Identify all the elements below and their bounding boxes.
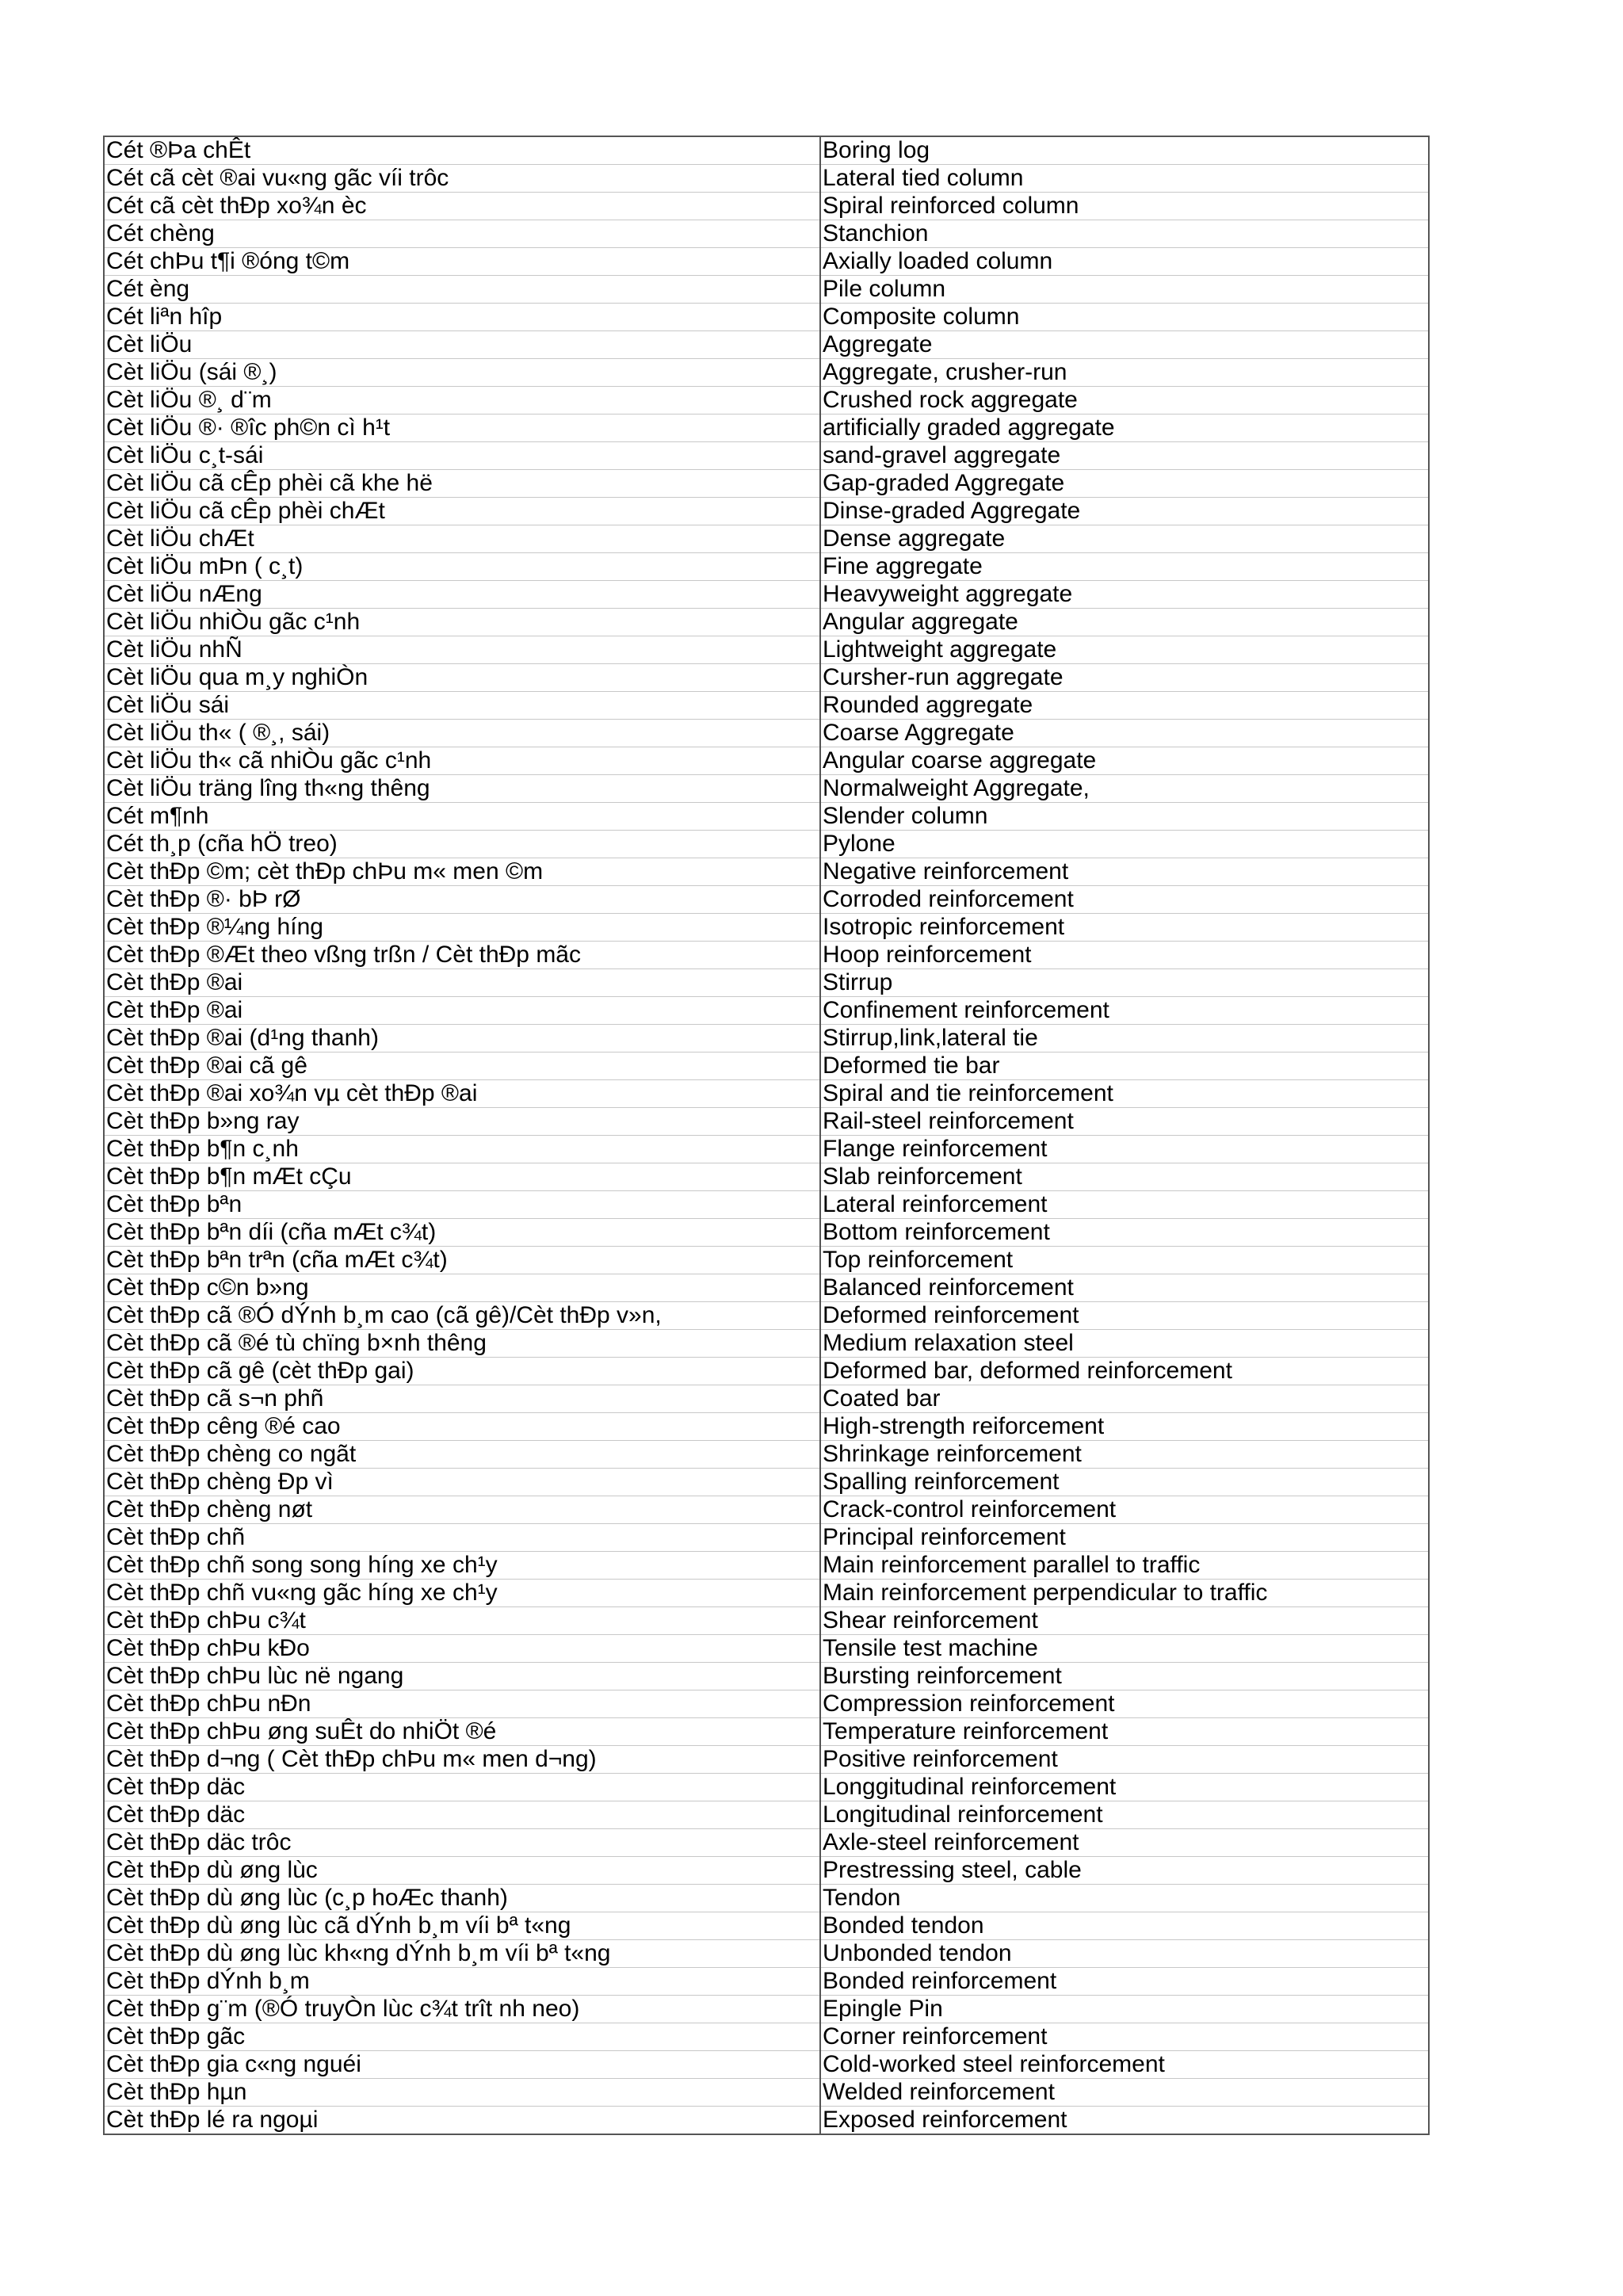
english-term-cell: Cold-worked steel reinforcement [820, 2051, 1429, 2079]
english-term-cell: Principal reinforcement [820, 1524, 1429, 1552]
vietnamese-term-cell: Cèt liÖu [104, 331, 820, 359]
english-term-cell: Axle-steel reinforcement [820, 1829, 1429, 1857]
vietnamese-term-cell: Cèt liÖu qua m¸y nghiÒn [104, 664, 820, 692]
table-row [104, 1996, 1429, 2023]
table-row [104, 1441, 1429, 1469]
vietnamese-term-cell: Cèt thÐp däc [104, 1801, 820, 1829]
table-row [104, 2079, 1429, 2107]
vietnamese-term-cell: Cét liªn hîp [104, 304, 820, 331]
english-term-cell: Bottom reinforcement [820, 1219, 1429, 1247]
vietnamese-term-cell: Cèt thÐp chèng nøt [104, 1496, 820, 1524]
table-row [104, 858, 1429, 886]
table-row [104, 331, 1429, 359]
table-row [104, 609, 1429, 636]
english-term-cell: Positive reinforcement [820, 1746, 1429, 1774]
table-row [104, 220, 1429, 248]
table-row [104, 664, 1429, 692]
english-term-cell: Lateral tied column [820, 165, 1429, 193]
vietnamese-term-cell: Cèt liÖu cã cÊp phèi cã khe hë [104, 470, 820, 498]
table-row [104, 1358, 1429, 1385]
table-row [104, 1163, 1429, 1191]
vietnamese-term-cell: Cèt thÐp chñ [104, 1524, 820, 1552]
english-term-cell: Aggregate, crusher-run [820, 359, 1429, 387]
english-term-cell: Axially loaded column [820, 248, 1429, 276]
glossary-sheet [103, 136, 1428, 2135]
vietnamese-term-cell: Cèt thÐp ®ai (d¹ng thanh) [104, 1025, 820, 1052]
table-row [104, 886, 1429, 914]
table-row [104, 2051, 1429, 2079]
table-row [104, 1607, 1429, 1635]
vietnamese-term-cell: Cèt thÐp b»ng ray [104, 1108, 820, 1136]
table-row [104, 1857, 1429, 1885]
vietnamese-term-cell: Cèt thÐp gãc [104, 2023, 820, 2051]
english-term-cell: Gap-graded Aggregate [820, 470, 1429, 498]
english-term-cell: Prestressing steel, cable [820, 1857, 1429, 1885]
english-term-cell: Hoop reinforcement [820, 942, 1429, 969]
table-row [104, 831, 1429, 858]
vietnamese-term-cell: Cèt thÐp gia c«ng nguéi [104, 2051, 820, 2079]
english-term-cell: Bursting reinforcement [820, 1663, 1429, 1690]
vietnamese-term-cell: Cèt thÐp ®· bÞ rØ [104, 886, 820, 914]
vietnamese-term-cell: Cèt thÐp dù øng lùc cã dÝnh b¸m víi bª t«ng [104, 1912, 820, 1940]
vietnamese-term-cell: Cèt thÐp d¬ng ( Cèt thÐp chÞu m« men d¬ng) [104, 1746, 820, 1774]
table-row [104, 1385, 1429, 1413]
vietnamese-term-cell: Cét th¸p (cña hÖ treo) [104, 831, 820, 858]
english-term-cell: Stanchion [820, 220, 1429, 248]
table-row [104, 1052, 1429, 1080]
vietnamese-term-cell: Cèt liÖu nhiÒu gãc c¹nh [104, 609, 820, 636]
english-term-cell: Lateral reinforcement [820, 1191, 1429, 1219]
english-term-cell: Deformed bar, deformed reinforcement [820, 1358, 1429, 1385]
vietnamese-term-cell: Cèt thÐp ®¼ng híng [104, 914, 820, 942]
vietnamese-term-cell: Cèt thÐp chñ vu«ng gãc híng xe ch¹y [104, 1580, 820, 1607]
vietnamese-term-cell: Cèt thÐp chñ song song híng xe ch¹y [104, 1552, 820, 1580]
vietnamese-term-cell: Cèt thÐp b¶n mÆt cÇu [104, 1163, 820, 1191]
vietnamese-term-cell: Cèt thÐp chÞu nÐn [104, 1690, 820, 1718]
table-row [104, 1912, 1429, 1940]
english-term-cell: Bonded reinforcement [820, 1968, 1429, 1996]
vietnamese-term-cell: Cèt thÐp bªn díi (cña mÆt c¾t) [104, 1219, 820, 1247]
vietnamese-term-cell: Cèt thÐp chÞu c¾t [104, 1607, 820, 1635]
table-row [104, 359, 1429, 387]
table-row [104, 1801, 1429, 1829]
table-row [104, 692, 1429, 720]
table-row [104, 914, 1429, 942]
table-row [104, 942, 1429, 969]
english-term-cell: Negative reinforcement [820, 858, 1429, 886]
table-row [104, 581, 1429, 609]
vietnamese-term-cell: Cét ®Þa chÊt [104, 136, 820, 165]
glossary-table [103, 136, 1430, 2135]
english-term-cell: Deformed reinforcement [820, 1302, 1429, 1330]
english-term-cell: Dinse-graded Aggregate [820, 498, 1429, 525]
table-row [104, 1635, 1429, 1663]
vietnamese-term-cell: Cèt liÖu th« cã nhiÒu gãc c¹nh [104, 747, 820, 775]
vietnamese-term-cell: Cèt thÐp bªn trªn (cña mÆt c¾t) [104, 1247, 820, 1274]
vietnamese-term-cell: Cèt thÐp cã s¬n phñ [104, 1385, 820, 1413]
vietnamese-term-cell: Cèt thÐp bªn [104, 1191, 820, 1219]
table-row [104, 1524, 1429, 1552]
table-row [104, 1080, 1429, 1108]
english-term-cell: Composite column [820, 304, 1429, 331]
vietnamese-term-cell: Cèt thÐp b¶n c¸nh [104, 1136, 820, 1163]
vietnamese-term-cell: Cèt liÖu ®¸ d¨m [104, 387, 820, 415]
english-term-cell: Shear reinforcement [820, 1607, 1429, 1635]
english-term-cell: Slab reinforcement [820, 1163, 1429, 1191]
english-term-cell: Fine aggregate [820, 553, 1429, 581]
table-row [104, 1829, 1429, 1857]
vietnamese-term-cell: Cèt thÐp cêng ®é cao [104, 1413, 820, 1441]
english-term-cell: Corroded reinforcement [820, 886, 1429, 914]
vietnamese-term-cell: Cèt thÐp cã gê (cèt thÐp gai) [104, 1358, 820, 1385]
english-term-cell: Confinement reinforcement [820, 997, 1429, 1025]
table-row [104, 525, 1429, 553]
english-term-cell: Temperature reinforcement [820, 1718, 1429, 1746]
english-term-cell: Tendon [820, 1885, 1429, 1912]
vietnamese-term-cell: Cèt thÐp dù øng lùc kh«ng dÝnh b¸m víi bª t«ng [104, 1940, 820, 1968]
english-term-cell: Boring log [820, 136, 1429, 165]
table-row [104, 1690, 1429, 1718]
english-term-cell: Pylone [820, 831, 1429, 858]
english-term-cell: Unbonded tendon [820, 1940, 1429, 1968]
table-row [104, 1940, 1429, 1968]
vietnamese-term-cell: Cèt liÖu nhÑ [104, 636, 820, 664]
table-row [104, 248, 1429, 276]
english-term-cell: Rounded aggregate [820, 692, 1429, 720]
english-term-cell: Corner reinforcement [820, 2023, 1429, 2051]
vietnamese-term-cell: Cèt liÖu sái [104, 692, 820, 720]
english-term-cell: Normalweight Aggregate, [820, 775, 1429, 803]
english-term-cell: Crushed rock aggregate [820, 387, 1429, 415]
english-term-cell: Crack-control reinforcement [820, 1496, 1429, 1524]
vietnamese-term-cell: Cèt liÖu träng lîng th«ng thêng [104, 775, 820, 803]
vietnamese-term-cell: Cèt liÖu mÞn ( c¸t) [104, 553, 820, 581]
vietnamese-term-cell: Cèt thÐp hµn [104, 2079, 820, 2107]
english-term-cell: Main reinforcement parallel to traffic [820, 1552, 1429, 1580]
table-row [104, 1718, 1429, 1746]
english-term-cell: Top reinforcement [820, 1247, 1429, 1274]
english-term-cell: Shrinkage reinforcement [820, 1441, 1429, 1469]
table-row [104, 1219, 1429, 1247]
english-term-cell: Dense aggregate [820, 525, 1429, 553]
english-term-cell: Longitudinal reinforcement [820, 1801, 1429, 1829]
english-term-cell: High-strength reiforcement [820, 1413, 1429, 1441]
table-row [104, 1469, 1429, 1496]
english-term-cell: Spalling reinforcement [820, 1469, 1429, 1496]
vietnamese-term-cell: Cèt thÐp ®ai [104, 969, 820, 997]
vietnamese-term-cell: Cèt liÖu cã cÊp phèi chÆt [104, 498, 820, 525]
english-term-cell: Epingle Pin [820, 1996, 1429, 2023]
english-term-cell: Angular aggregate [820, 609, 1429, 636]
table-row [104, 1663, 1429, 1690]
table-row [104, 803, 1429, 831]
english-term-cell: Bonded tendon [820, 1912, 1429, 1940]
table-row [104, 1274, 1429, 1302]
english-term-cell: Lightweight aggregate [820, 636, 1429, 664]
english-term-cell: Coated bar [820, 1385, 1429, 1413]
english-term-cell: Angular coarse aggregate [820, 747, 1429, 775]
table-row [104, 775, 1429, 803]
table-row [104, 1496, 1429, 1524]
english-term-cell: Slender column [820, 803, 1429, 831]
vietnamese-term-cell: Cét chÞu t¶i ®óng t©m [104, 248, 820, 276]
english-term-cell: Tensile test machine [820, 1635, 1429, 1663]
vietnamese-term-cell: Cèt thÐp c©n b»ng [104, 1274, 820, 1302]
english-term-cell: Balanced reinforcement [820, 1274, 1429, 1302]
vietnamese-term-cell: Cèt thÐp däc [104, 1774, 820, 1801]
vietnamese-term-cell: Cèt thÐp chÞu kÐo [104, 1635, 820, 1663]
vietnamese-term-cell: Cèt liÖu nÆng [104, 581, 820, 609]
english-term-cell: Rail-steel reinforcement [820, 1108, 1429, 1136]
vietnamese-term-cell: Cèt thÐp däc trôc [104, 1829, 820, 1857]
table-row [104, 720, 1429, 747]
english-term-cell: Longgitudinal reinforcement [820, 1774, 1429, 1801]
vietnamese-term-cell: Cèt thÐp dù øng lùc (c¸p hoÆc thanh) [104, 1885, 820, 1912]
english-term-cell: Isotropic reinforcement [820, 914, 1429, 942]
table-row [104, 2023, 1429, 2051]
table-row [104, 1552, 1429, 1580]
table-row [104, 2107, 1429, 2135]
table-row [104, 969, 1429, 997]
vietnamese-term-cell: Cèt thÐp ®Æt theo vßng trßn / Cèt thÐp mãc [104, 942, 820, 969]
table-row [104, 1247, 1429, 1274]
table-row [104, 1191, 1429, 1219]
table-row [104, 1580, 1429, 1607]
vietnamese-term-cell: Cèt thÐp lé ra ngoµi [104, 2107, 820, 2135]
table-row [104, 276, 1429, 304]
table-row [104, 1746, 1429, 1774]
english-term-cell: Main reinforcement perpendicular to traffic [820, 1580, 1429, 1607]
vietnamese-term-cell: Cèt liÖu c¸t-sái [104, 442, 820, 470]
vietnamese-term-cell: Cèt thÐp ©m; cèt thÐp chÞu m« men ©m [104, 858, 820, 886]
vietnamese-term-cell: Cèt liÖu (sái ®¸) [104, 359, 820, 387]
english-term-cell: artificially graded aggregate [820, 415, 1429, 442]
table-row [104, 165, 1429, 193]
table-row [104, 193, 1429, 220]
table-row [104, 387, 1429, 415]
vietnamese-term-cell: Cét m¶nh [104, 803, 820, 831]
english-term-cell: Compression reinforcement [820, 1690, 1429, 1718]
vietnamese-term-cell: Cèt thÐp ®ai cã gê [104, 1052, 820, 1080]
table-row [104, 747, 1429, 775]
vietnamese-term-cell: Cèt thÐp cã ®Ó dÝnh b¸m cao (cã gê)/Cèt thÐp v»n, [104, 1302, 820, 1330]
table-row [104, 470, 1429, 498]
english-term-cell: Medium relaxation steel [820, 1330, 1429, 1358]
table-row [104, 1413, 1429, 1441]
table-row [104, 136, 1429, 165]
table-row [104, 1025, 1429, 1052]
table-row [104, 997, 1429, 1025]
vietnamese-term-cell: Cèt thÐp chÞu lùc në ngang [104, 1663, 820, 1690]
table-row [104, 1108, 1429, 1136]
english-term-cell: Stirrup,link,lateral tie [820, 1025, 1429, 1052]
table-row [104, 304, 1429, 331]
vietnamese-term-cell: Cèt thÐp chèng co ngãt [104, 1441, 820, 1469]
english-term-cell: Pile column [820, 276, 1429, 304]
english-term-cell: Spiral reinforced column [820, 193, 1429, 220]
table-row [104, 442, 1429, 470]
english-term-cell: Stirrup [820, 969, 1429, 997]
table-row [104, 1885, 1429, 1912]
vietnamese-term-cell: Cèt thÐp dÝnh b¸m [104, 1968, 820, 1996]
table-row [104, 1302, 1429, 1330]
english-term-cell: Coarse Aggregate [820, 720, 1429, 747]
vietnamese-term-cell: Cèt thÐp cã ®é tù chïng b×nh thêng [104, 1330, 820, 1358]
vietnamese-term-cell: Cét cã cèt thÐp xo¾n èc [104, 193, 820, 220]
table-row [104, 553, 1429, 581]
vietnamese-term-cell: Cét chèng [104, 220, 820, 248]
vietnamese-term-cell: Cèt thÐp dù øng lùc [104, 1857, 820, 1885]
vietnamese-term-cell: Cèt thÐp chÞu øng suÊt do nhiÖt ®é [104, 1718, 820, 1746]
english-term-cell: Deformed tie bar [820, 1052, 1429, 1080]
table-row [104, 1774, 1429, 1801]
vietnamese-term-cell: Cèt thÐp g¨m (®Ó truyÒn lùc c¾t trît nh neo) [104, 1996, 820, 2023]
table-row [104, 1136, 1429, 1163]
english-term-cell: Cursher-run aggregate [820, 664, 1429, 692]
table-row [104, 1968, 1429, 1996]
vietnamese-term-cell: Cét cã cèt ®ai vu«ng gãc víi trôc [104, 165, 820, 193]
english-term-cell: Flange reinforcement [820, 1136, 1429, 1163]
vietnamese-term-cell: Cèt liÖu th« ( ®¸, sái) [104, 720, 820, 747]
table-row [104, 1330, 1429, 1358]
vietnamese-term-cell: Cét èng [104, 276, 820, 304]
english-term-cell: Spiral and tie reinforcement [820, 1080, 1429, 1108]
english-term-cell: Welded reinforcement [820, 2079, 1429, 2107]
vietnamese-term-cell: Cèt thÐp ®ai xo¾n vµ cèt thÐp ®ai [104, 1080, 820, 1108]
vietnamese-term-cell: Cèt thÐp ®ai [104, 997, 820, 1025]
vietnamese-term-cell: Cèt liÖu chÆt [104, 525, 820, 553]
vietnamese-term-cell: Cèt liÖu ®· ®îc ph©n cì h¹t [104, 415, 820, 442]
table-row [104, 636, 1429, 664]
glossary-body [104, 136, 1429, 2134]
english-term-cell: Heavyweight aggregate [820, 581, 1429, 609]
table-row [104, 415, 1429, 442]
english-term-cell: Aggregate [820, 331, 1429, 359]
english-term-cell: Exposed reinforcement [820, 2107, 1429, 2135]
table-row [104, 498, 1429, 525]
vietnamese-term-cell: Cèt thÐp chèng Ðp vì [104, 1469, 820, 1496]
english-term-cell: sand-gravel aggregate [820, 442, 1429, 470]
